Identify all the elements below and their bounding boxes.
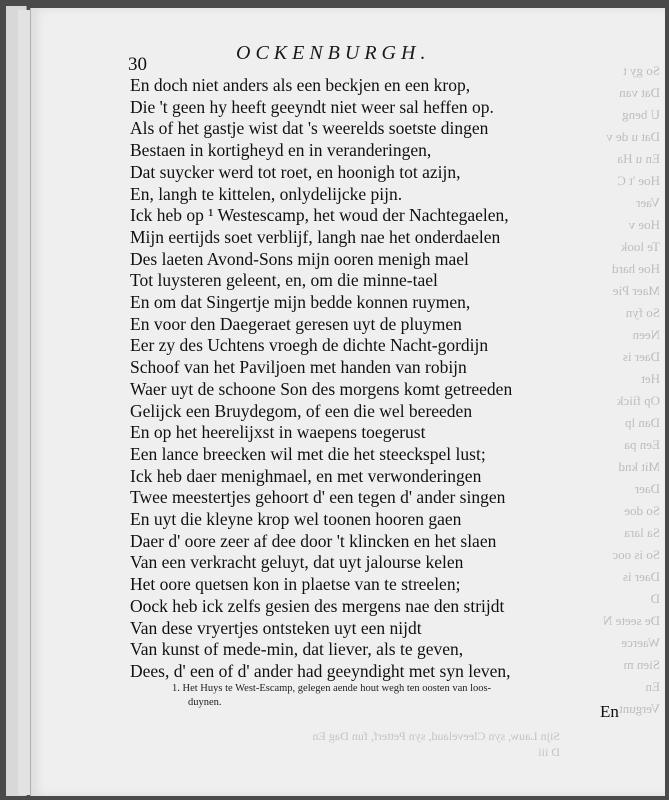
footnote <box>172 682 572 710</box>
poem-line: Twee meestertjes gehoort d' een tegen d' ander singen <box>130 487 506 508</box>
poem-line: Van dese vryertjes ontsteken uyt een nijdt <box>130 617 422 638</box>
poem-line: En doch niet anders als een beckjen en een krop, <box>130 75 471 95</box>
poem-line: Waer uyt de schoone Son des morgens komt getreeden <box>130 378 513 399</box>
poem-line: En uyt die kleyne krop wel toonen hooren gaen <box>130 509 462 530</box>
poem-line: Bestaen in kortigheyd en in veranderingen, <box>130 140 432 161</box>
catchword: En <box>600 702 619 721</box>
poem-line: Het oore quetsen kon in plaetse van te streelen; <box>130 574 461 595</box>
poem-line: Van kunst of mede-min, dat liever, als te geven, <box>130 639 464 660</box>
footnote-line-2: duynen. <box>188 697 222 708</box>
poem-line: Die 't geen hy heeft geeyndt niet weer sal heffen op. <box>130 96 494 117</box>
poem-line: Des laeten Avond-Sons mijn ooren menigh mael <box>130 248 469 269</box>
poem-line: Ick heb daer menighmael, en met verwonderingen <box>130 465 482 486</box>
poem-line: Eer zy des Uchtens vroegh de dichte Nacht-gordijn <box>130 335 489 356</box>
footnote-line-1: 1. Het Huys te West-Escamp, gelegen aende hout wegh ten oosten van loos- <box>172 683 492 694</box>
poem-line: Gelijck een Bruydegom, of een die wel bereeden <box>130 400 473 421</box>
show-through-text: So gy t Dat van U beng Dat u de v En u Ha Hoe 't C Vaer Hoe v Te look Hoe hard Maer Pie So fyn Neen Daer is Het Op fiick Dan lp Een pa Mit knd Daer So doe Sa lara So is ooc Daer is D De seete N Waerce Sien m En Vergunt <box>602 63 660 716</box>
poem-line: En, langh te kittelen, onlydelijcke pijn. <box>130 183 403 204</box>
running-head: OCKENBURGH. <box>236 42 431 64</box>
poem-line: En om dat Singertje mijn bedde konnen ruymen, <box>130 292 471 313</box>
poem-line: Oock heb ick zelfs gesien des mergens nae den strijdt <box>130 595 505 616</box>
poem-text <box>130 75 560 683</box>
poem-line: Dat suycker werd tot roet, en hoonigh tot azijn, <box>130 161 461 182</box>
poem-line: En voor den Daegeraet geresen uyt de pluymen <box>130 313 462 334</box>
show-through-text-bottom: Sijn Lauw, syn Cleevelaud, syn Petterf, fun Dag En D iii <box>312 729 560 759</box>
poem-line: En op het heerelijxst in waepens toegerust <box>130 422 426 443</box>
poem-line: Schoof van het Paviljoen met handen van robijn <box>130 357 467 378</box>
poem-line: Daer d' oore zeer af dee door 't klincken en het slaen <box>130 530 497 551</box>
poem-line: Mijn eertijds soet verblijf, langh nae het onderdaelen <box>130 226 501 247</box>
poem-line: Van een verkracht geluyt, dat uyt jalourse kelen <box>130 552 464 573</box>
poem-line: Dees, d' een of d' ander had geeyndight met syn leven, <box>130 660 511 681</box>
page-header <box>128 38 568 78</box>
poem-line: Ick heb op ¹ Westescamp, het woud der Nachtegaelen, <box>130 205 509 226</box>
page-number: 30 <box>128 54 147 75</box>
poem-line: Een lance breecken wil met die het steeckspel lust; <box>130 443 486 464</box>
poem-line: Als of het gastje wist dat 's weerelds soetste dingen <box>130 118 489 139</box>
poem-line: Tot luysteren geleent, en, om die minne-tael <box>130 270 438 291</box>
